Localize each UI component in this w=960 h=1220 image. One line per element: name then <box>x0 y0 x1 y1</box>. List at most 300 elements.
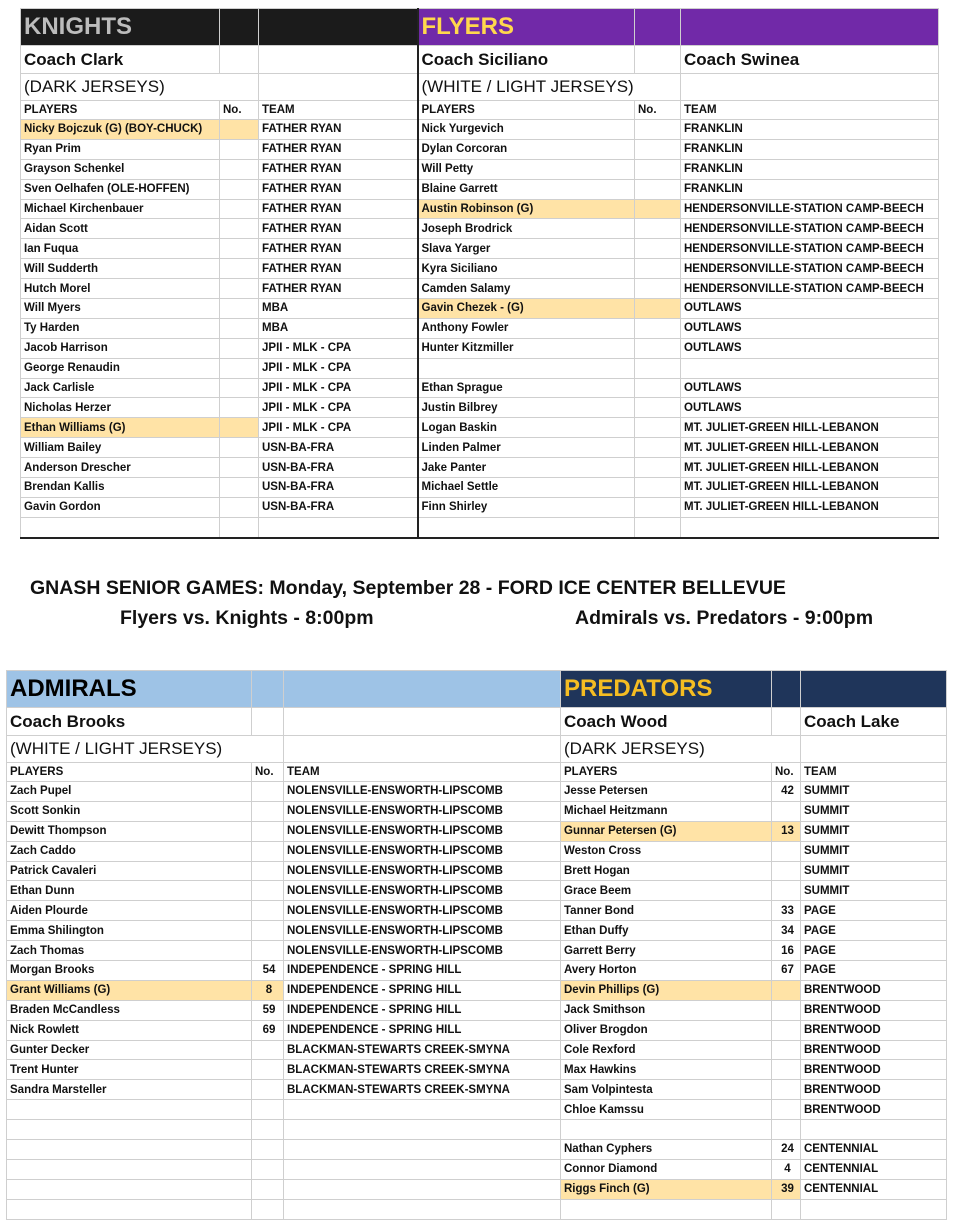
admirals-player-team: NOLENSVILLE-ENSWORTH-LIPSCOMB <box>284 841 561 861</box>
predators-player-name: Riggs Finch (G) <box>561 1179 772 1199</box>
knights-player-name: Will Myers <box>21 299 220 319</box>
knights-player-number <box>220 517 259 537</box>
knights-player-name: Hutch Morel <box>21 279 220 299</box>
flyers-player-name: Justin Bilbrey <box>418 398 635 418</box>
admirals-player-name <box>7 1159 252 1179</box>
knights-player-number <box>220 139 259 159</box>
flyers-player-team: MT. JULIET-GREEN HILL-LEBANON <box>681 497 939 517</box>
flyers-player-number <box>635 338 681 358</box>
admirals-player-team: INDEPENDENCE - SPRING HILL <box>284 1020 561 1040</box>
knights-player-team <box>259 517 418 537</box>
flyers-player-number <box>635 139 681 159</box>
predators-header-fill <box>772 671 801 708</box>
admirals-player-name <box>7 1179 252 1199</box>
knights-player-number <box>220 159 259 179</box>
team-column-header: TEAM <box>259 101 418 120</box>
admirals-predators-roster-table <box>6 670 947 1220</box>
flyers-player-number <box>635 478 681 498</box>
knights-player-name: Jack Carlisle <box>21 378 220 398</box>
admirals-player-name <box>7 1100 252 1120</box>
predators-player-team: SUMMIT <box>801 821 947 841</box>
knights-player-number <box>220 358 259 378</box>
table-row <box>7 782 947 802</box>
admirals-player-name: Scott Sonkin <box>7 801 252 821</box>
knights-player-team: FATHER RYAN <box>259 120 418 140</box>
predators-coach-2: Coach Lake <box>801 708 947 736</box>
knights-player-team: MBA <box>259 318 418 338</box>
flyers-player-number <box>635 179 681 199</box>
flyers-player-name: Logan Baskin <box>418 418 635 438</box>
knights-player-number <box>220 219 259 239</box>
admirals-player-team <box>284 1159 561 1179</box>
flyers-player-team: OUTLAWS <box>681 398 939 418</box>
predators-player-number <box>772 1020 801 1040</box>
table-row <box>7 901 947 921</box>
admirals-player-number <box>252 881 284 901</box>
knights-player-number <box>220 318 259 338</box>
flyers-player-team: FRANKLIN <box>681 159 939 179</box>
flyers-player-number <box>635 159 681 179</box>
players-column-header: PLAYERS <box>418 101 635 120</box>
flyers-player-number <box>635 398 681 418</box>
admirals-player-team: NOLENSVILLE-ENSWORTH-LIPSCOMB <box>284 821 561 841</box>
knights-player-name: Nicky Bojczuk (G) (BOY-CHUCK) <box>21 120 220 140</box>
flyers-player-number <box>635 279 681 299</box>
number-column-header: No. <box>252 763 284 782</box>
table-row <box>21 378 939 398</box>
admirals-player-team: NOLENSVILLE-ENSWORTH-LIPSCOMB <box>284 941 561 961</box>
table-row <box>21 517 939 537</box>
table-row <box>7 1100 947 1120</box>
knights-player-team: FATHER RYAN <box>259 159 418 179</box>
flyers-player-team: MT. JULIET-GREEN HILL-LEBANON <box>681 418 939 438</box>
predators-player-name: Grace Beem <box>561 881 772 901</box>
flyers-player-number <box>635 358 681 378</box>
flyers-player-name: Camden Salamy <box>418 279 635 299</box>
predators-player-name: Michael Heitzmann <box>561 801 772 821</box>
admirals-player-number <box>252 1100 284 1120</box>
knights-player-team: FATHER RYAN <box>259 219 418 239</box>
flyers-player-team: OUTLAWS <box>681 338 939 358</box>
knights-player-name: Michael Kirchenbauer <box>21 199 220 219</box>
admirals-player-team: NOLENSVILLE-ENSWORTH-LIPSCOMB <box>284 861 561 881</box>
flyers-player-name: Will Petty <box>418 159 635 179</box>
predators-player-number <box>772 980 801 1000</box>
admirals-player-name: Morgan Brooks <box>7 961 252 981</box>
flyers-coach-2: Coach Swinea <box>681 46 939 74</box>
knights-player-team: JPII - MLK - CPA <box>259 358 418 378</box>
players-column-header: PLAYERS <box>7 763 252 782</box>
team-column-header: TEAM <box>681 101 939 120</box>
predators-player-number <box>772 1080 801 1100</box>
table-row <box>7 961 947 981</box>
flyers-player-name: Slava Yarger <box>418 239 635 259</box>
knights-player-team: FATHER RYAN <box>259 179 418 199</box>
game-1-matchup: Flyers vs. Knights - 8:00pm <box>120 607 374 629</box>
knights-player-team: FATHER RYAN <box>259 239 418 259</box>
admirals-player-number <box>252 782 284 802</box>
predators-player-number <box>772 1000 801 1020</box>
table-row <box>7 1040 947 1060</box>
knights-player-name: Grayson Schenkel <box>21 159 220 179</box>
knights-player-name: William Bailey <box>21 438 220 458</box>
knights-player-name: Nicholas Herzer <box>21 398 220 418</box>
admirals-player-team <box>284 1199 561 1219</box>
knights-player-team: USN-BA-FRA <box>259 438 418 458</box>
admirals-player-name: Braden McCandless <box>7 1000 252 1020</box>
knights-player-number <box>220 438 259 458</box>
flyers-player-number <box>635 378 681 398</box>
flyers-player-name: Nick Yurgevich <box>418 120 635 140</box>
knights-player-number <box>220 497 259 517</box>
admirals-player-number <box>252 801 284 821</box>
table-row <box>21 199 939 219</box>
flyers-player-team: HENDERSONVILLE-STATION CAMP-BEECH <box>681 279 939 299</box>
flyers-player-name: Kyra Siciliano <box>418 259 635 279</box>
flyers-team-name: FLYERS <box>418 9 635 46</box>
table-row <box>21 318 939 338</box>
admirals-player-number <box>252 1159 284 1179</box>
table-row <box>21 497 939 517</box>
predators-player-number <box>772 1120 801 1140</box>
predators-player-name: Tanner Bond <box>561 901 772 921</box>
number-column-header: No. <box>772 763 801 782</box>
flyers-coach: Coach Siciliano <box>418 46 635 74</box>
flyers-player-number <box>635 259 681 279</box>
table-row <box>7 1120 947 1140</box>
admirals-player-number <box>252 1040 284 1060</box>
table-row <box>7 881 947 901</box>
predators-player-team: SUMMIT <box>801 801 947 821</box>
admirals-player-team: INDEPENDENCE - SPRING HILL <box>284 1000 561 1020</box>
admirals-player-number <box>252 1140 284 1160</box>
admirals-player-team: BLACKMAN-STEWARTS CREEK-SMYNA <box>284 1060 561 1080</box>
flyers-player-team: FRANKLIN <box>681 120 939 140</box>
flyers-player-name: Austin Robinson (G) <box>418 199 635 219</box>
predators-player-team: BRENTWOOD <box>801 1080 947 1100</box>
flyers-player-team: MT. JULIET-GREEN HILL-LEBANON <box>681 438 939 458</box>
flyers-player-team: FRANKLIN <box>681 179 939 199</box>
flyers-player-number <box>635 219 681 239</box>
table-row <box>7 1159 947 1179</box>
predators-player-number: 33 <box>772 901 801 921</box>
predators-player-number: 67 <box>772 961 801 981</box>
predators-player-name: Connor Diamond <box>561 1159 772 1179</box>
knights-player-number <box>220 418 259 438</box>
predators-header-fill <box>801 671 947 708</box>
admirals-player-number <box>252 901 284 921</box>
knights-player-number <box>220 398 259 418</box>
admirals-player-name <box>7 1199 252 1219</box>
table-row <box>21 120 939 140</box>
predators-player-number <box>772 801 801 821</box>
flyers-player-team: OUTLAWS <box>681 299 939 319</box>
table-row <box>7 1140 947 1160</box>
predators-player-team: CENTENNIAL <box>801 1179 947 1199</box>
table-row <box>21 478 939 498</box>
table-row <box>21 219 939 239</box>
predators-player-team: SUMMIT <box>801 881 947 901</box>
predators-player-name: Jack Smithson <box>561 1000 772 1020</box>
table-row <box>21 159 939 179</box>
flyers-player-team: FRANKLIN <box>681 139 939 159</box>
number-column-header: No. <box>635 101 681 120</box>
flyers-player-team: HENDERSONVILLE-STATION CAMP-BEECH <box>681 259 939 279</box>
knights-player-team: USN-BA-FRA <box>259 497 418 517</box>
predators-player-number <box>772 881 801 901</box>
knights-header-fill <box>220 9 259 46</box>
predators-player-name: Cole Rexford <box>561 1040 772 1060</box>
flyers-player-number <box>635 497 681 517</box>
predators-player-team: BRENTWOOD <box>801 1040 947 1060</box>
flyers-player-number <box>635 458 681 478</box>
table-row <box>7 1060 947 1080</box>
knights-player-team: USN-BA-FRA <box>259 478 418 498</box>
knights-player-number <box>220 120 259 140</box>
knights-player-team: FATHER RYAN <box>259 279 418 299</box>
table-row <box>21 398 939 418</box>
knights-player-name: Ty Harden <box>21 318 220 338</box>
admirals-player-name: Ethan Dunn <box>7 881 252 901</box>
predators-player-number: 16 <box>772 941 801 961</box>
flyers-player-team: HENDERSONVILLE-STATION CAMP-BEECH <box>681 199 939 219</box>
admirals-player-name: Zach Thomas <box>7 941 252 961</box>
table-row <box>21 259 939 279</box>
admirals-player-name: Dewitt Thompson <box>7 821 252 841</box>
admirals-player-team <box>284 1140 561 1160</box>
flyers-player-number <box>635 120 681 140</box>
knights-header-fill <box>259 9 418 46</box>
admirals-player-name <box>7 1140 252 1160</box>
table-row <box>21 458 939 478</box>
admirals-player-number <box>252 841 284 861</box>
knights-player-name: Sven Oelhafen (OLE-HOFFEN) <box>21 179 220 199</box>
admirals-player-team: NOLENSVILLE-ENSWORTH-LIPSCOMB <box>284 881 561 901</box>
flyers-player-name: Joseph Brodrick <box>418 219 635 239</box>
knights-player-name: Anderson Drescher <box>21 458 220 478</box>
predators-player-number: 34 <box>772 921 801 941</box>
admirals-player-number <box>252 821 284 841</box>
flyers-player-name: Jake Panter <box>418 458 635 478</box>
knights-player-team: FATHER RYAN <box>259 139 418 159</box>
flyers-player-team: MT. JULIET-GREEN HILL-LEBANON <box>681 458 939 478</box>
schedule-title: GNASH SENIOR GAMES: Monday, September 28 - FORD ICE CENTER BELLEVUE <box>30 577 786 599</box>
admirals-player-team <box>284 1100 561 1120</box>
admirals-player-team: BLACKMAN-STEWARTS CREEK-SMYNA <box>284 1040 561 1060</box>
table-row <box>7 1199 947 1219</box>
predators-player-name: Garrett Berry <box>561 941 772 961</box>
knights-team-name: KNIGHTS <box>21 9 220 46</box>
predators-player-number <box>772 1040 801 1060</box>
knights-player-name: Jacob Harrison <box>21 338 220 358</box>
flyers-player-name: Michael Settle <box>418 478 635 498</box>
team-column-header: TEAM <box>801 763 947 782</box>
flyers-player-name: Dylan Corcoran <box>418 139 635 159</box>
players-column-header: PLAYERS <box>21 101 220 120</box>
knights-player-name: Ryan Prim <box>21 139 220 159</box>
flyers-jersey: (WHITE / LIGHT JERSEYS) <box>418 74 681 101</box>
predators-player-number <box>772 1199 801 1219</box>
predators-player-team: SUMMIT <box>801 861 947 881</box>
predators-player-team: BRENTWOOD <box>801 1000 947 1020</box>
table-row <box>7 861 947 881</box>
flyers-player-team: HENDERSONVILLE-STATION CAMP-BEECH <box>681 239 939 259</box>
admirals-player-name: Grant Williams (G) <box>7 980 252 1000</box>
predators-player-team: BRENTWOOD <box>801 1020 947 1040</box>
knights-player-number <box>220 458 259 478</box>
knights-player-name <box>21 517 220 537</box>
knights-player-name: Will Sudderth <box>21 259 220 279</box>
knights-player-name: Brendan Kallis <box>21 478 220 498</box>
admirals-player-team: NOLENSVILLE-ENSWORTH-LIPSCOMB <box>284 901 561 921</box>
predators-player-team: BRENTWOOD <box>801 1060 947 1080</box>
admirals-player-number: 59 <box>252 1000 284 1020</box>
admirals-player-number <box>252 861 284 881</box>
flyers-player-name: Finn Shirley <box>418 497 635 517</box>
knights-coach: Coach Clark <box>21 46 220 74</box>
flyers-header-fill <box>635 9 681 46</box>
knights-player-team: USN-BA-FRA <box>259 458 418 478</box>
predators-player-name: Chloe Kamssu <box>561 1100 772 1120</box>
flyers-player-team: MT. JULIET-GREEN HILL-LEBANON <box>681 478 939 498</box>
flyers-player-team <box>681 358 939 378</box>
predators-player-name: Nathan Cyphers <box>561 1140 772 1160</box>
game-2-matchup: Admirals vs. Predators - 9:00pm <box>575 607 874 629</box>
flyers-player-name: Gavin Chezek - (G) <box>418 299 635 319</box>
admirals-team-name: ADMIRALS <box>7 671 252 708</box>
predators-player-name <box>561 1120 772 1140</box>
table-row <box>7 821 947 841</box>
knights-player-number <box>220 378 259 398</box>
predators-player-name: Ethan Duffy <box>561 921 772 941</box>
table-row <box>21 239 939 259</box>
admirals-player-name: Patrick Cavaleri <box>7 861 252 881</box>
admirals-player-number <box>252 1060 284 1080</box>
predators-player-number <box>772 841 801 861</box>
table-row <box>21 418 939 438</box>
knights-player-number <box>220 299 259 319</box>
flyers-player-team: HENDERSONVILLE-STATION CAMP-BEECH <box>681 219 939 239</box>
table-row <box>21 139 939 159</box>
number-column-header: No. <box>220 101 259 120</box>
flyers-player-number <box>635 299 681 319</box>
admirals-player-team: NOLENSVILLE-ENSWORTH-LIPSCOMB <box>284 921 561 941</box>
team-column-header: TEAM <box>284 763 561 782</box>
knights-player-name: George Renaudin <box>21 358 220 378</box>
predators-jersey: (DARK JERSEYS) <box>561 736 801 763</box>
knights-player-team: JPII - MLK - CPA <box>259 378 418 398</box>
admirals-player-team: NOLENSVILLE-ENSWORTH-LIPSCOMB <box>284 801 561 821</box>
admirals-player-name: Nick Rowlett <box>7 1020 252 1040</box>
predators-player-name: Devin Phillips (G) <box>561 980 772 1000</box>
flyers-player-team <box>681 517 939 537</box>
admirals-player-name: Zach Caddo <box>7 841 252 861</box>
knights-player-name: Aidan Scott <box>21 219 220 239</box>
table-row <box>21 179 939 199</box>
predators-player-name <box>561 1199 772 1219</box>
admirals-player-team <box>284 1179 561 1199</box>
flyers-player-name: Ethan Sprague <box>418 378 635 398</box>
predators-player-team: BRENTWOOD <box>801 980 947 1000</box>
admirals-jersey: (WHITE / LIGHT JERSEYS) <box>7 736 284 763</box>
table-row <box>21 358 939 378</box>
predators-player-name: Oliver Brogdon <box>561 1020 772 1040</box>
admirals-player-name: Sandra Marsteller <box>7 1080 252 1100</box>
knights-player-number <box>220 259 259 279</box>
flyers-player-number <box>635 239 681 259</box>
table-row <box>7 841 947 861</box>
flyers-player-name <box>418 358 635 378</box>
predators-player-team: PAGE <box>801 941 947 961</box>
predators-player-name: Jesse Petersen <box>561 782 772 802</box>
predators-player-team: SUMMIT <box>801 782 947 802</box>
flyers-player-name: Anthony Fowler <box>418 318 635 338</box>
knights-player-number <box>220 478 259 498</box>
predators-player-name: Gunnar Petersen (G) <box>561 821 772 841</box>
table-row <box>7 941 947 961</box>
knights-jersey: (DARK JERSEYS) <box>21 74 259 101</box>
knights-player-name: Gavin Gordon <box>21 497 220 517</box>
knights-player-team: FATHER RYAN <box>259 259 418 279</box>
predators-player-number: 39 <box>772 1179 801 1199</box>
flyers-player-number <box>635 438 681 458</box>
admirals-player-number <box>252 921 284 941</box>
predators-player-team: CENTENNIAL <box>801 1140 947 1160</box>
predators-player-name: Brett Hogan <box>561 861 772 881</box>
admirals-player-number <box>252 1199 284 1219</box>
predators-player-team: BRENTWOOD <box>801 1100 947 1120</box>
flyers-player-number <box>635 199 681 219</box>
predators-team-name: PREDATORS <box>561 671 772 708</box>
flyers-player-name: Hunter Kitzmiller <box>418 338 635 358</box>
admirals-player-team: NOLENSVILLE-ENSWORTH-LIPSCOMB <box>284 782 561 802</box>
knights-player-number <box>220 179 259 199</box>
predators-player-number: 24 <box>772 1140 801 1160</box>
admirals-player-number <box>252 941 284 961</box>
admirals-player-name <box>7 1120 252 1140</box>
predators-coach: Coach Wood <box>561 708 772 736</box>
admirals-player-name: Zach Pupel <box>7 782 252 802</box>
knights-player-name: Ethan Williams (G) <box>21 418 220 438</box>
predators-player-team: CENTENNIAL <box>801 1159 947 1179</box>
flyers-player-name: Blaine Garrett <box>418 179 635 199</box>
admirals-player-number <box>252 1179 284 1199</box>
knights-player-team: JPII - MLK - CPA <box>259 418 418 438</box>
predators-player-number <box>772 1100 801 1120</box>
flyers-player-number <box>635 418 681 438</box>
knights-player-number <box>220 279 259 299</box>
table-row <box>7 1179 947 1199</box>
knights-player-team: FATHER RYAN <box>259 199 418 219</box>
table-row <box>21 438 939 458</box>
predators-player-number: 4 <box>772 1159 801 1179</box>
admirals-player-name: Trent Hunter <box>7 1060 252 1080</box>
predators-player-name: Avery Horton <box>561 961 772 981</box>
knights-player-team: JPII - MLK - CPA <box>259 398 418 418</box>
flyers-player-team: OUTLAWS <box>681 318 939 338</box>
knights-player-number <box>220 239 259 259</box>
table-row <box>7 980 947 1000</box>
knights-player-number <box>220 199 259 219</box>
admirals-player-name: Gunter Decker <box>7 1040 252 1060</box>
flyers-player-name: Linden Palmer <box>418 438 635 458</box>
admirals-player-number <box>252 1080 284 1100</box>
predators-player-name: Sam Volpintesta <box>561 1080 772 1100</box>
predators-player-number <box>772 1060 801 1080</box>
table-row <box>21 279 939 299</box>
admirals-player-team: BLACKMAN-STEWARTS CREEK-SMYNA <box>284 1080 561 1100</box>
admirals-header-fill <box>252 671 284 708</box>
